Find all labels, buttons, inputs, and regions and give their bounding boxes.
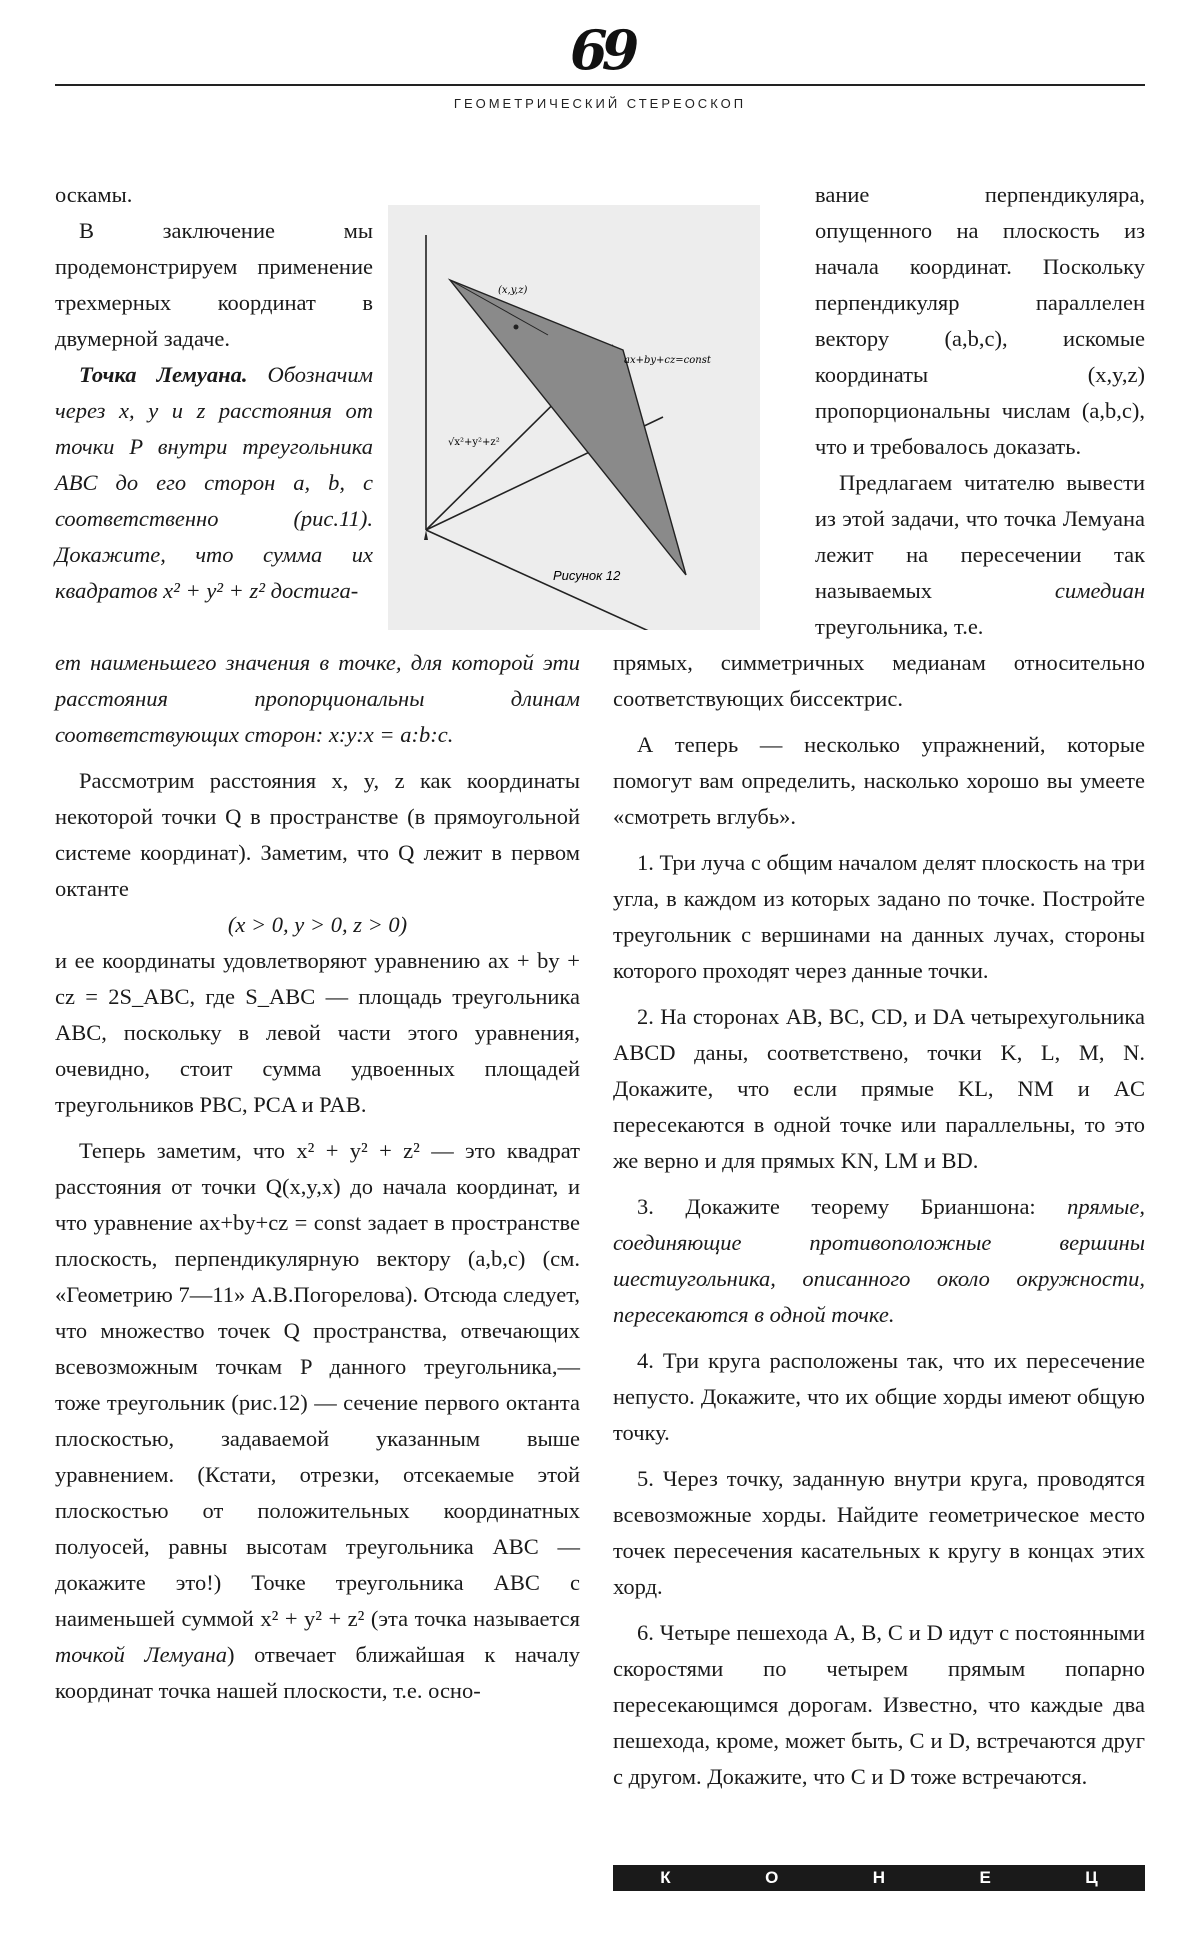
plane-label: ax+by+cz=const [624, 355, 711, 366]
paragraph: вание перпендикуляра, опущенного на плоскость из начала координат. Поскольку перпендикуляр параллелен вектору (a,b,c), искомые координаты (x,y,z) пропорциональны числам (a,b,c), что и требовалось доказать. [815, 182, 1145, 459]
text-run: 3. Докажите теорему Брианшона: [637, 1194, 1068, 1219]
point-label: (x,y,z) [498, 285, 528, 296]
figure-caption: Рисунок 12 [553, 568, 621, 583]
right-column-top [815, 177, 1145, 645]
page-number: 69 [570, 18, 634, 82]
figure-12 [388, 205, 760, 630]
paragraph: оскамы. [55, 182, 133, 207]
paragraph: Рассмотрим расстояния x, y, z как координаты некоторой точки Q в пространстве (в прямоугольной системе координат). Заметим, что Q лежит в первом октанте [55, 768, 580, 901]
term-symedian: симедиан [1054, 578, 1145, 603]
exercise-6: 6. Четыре пешехода A, B, C и D идут с постоянными скоростями по четырем прямым попарно пересекающимся дорогам. Известно, что каждые два пешехода, кроме, может быть, C и D, встречаются друг с другом. Докажите, что C и D тоже встречаются. [613, 1620, 1145, 1789]
point-q [514, 325, 519, 330]
paragraph: прямых, симметричных медианам относительно соответствующих биссектрис. [613, 650, 1145, 711]
text-run: ) отвечает ближайшая к началу координат точка нашей плоскости, т.е. осно- [55, 1642, 580, 1703]
triangle-section [450, 280, 686, 575]
paragraph: А теперь — несколько упражнений, которые помогут вам определить, насколько хорошо вы умеете «смотреть вглубь». [613, 732, 1145, 829]
theorem-statement: прямые, соединяющие противоположные вершины шестиугольника, описанного около окружности, пересекаются в одной точке. [613, 1194, 1145, 1327]
text-run: Теперь заметим, что x² + y² + z² — это квадрат расстояния от точки Q(x,y,x) до начала координат, и что уравнение ax+by+cz = const задает в пространстве плоскость, перпендикулярную вектору (a,b,c) (см. «Геометрию 7—11» А.В.Погорелова). Отсюда следует, что множество точек Q пространства, отвечающих всевозможным точкам P данного треугольника,— тоже треугольник (рис.12) — сечение первого октанта плоскостью, задаваемой указанным выше уравнением. (Кстати, отрезки, отсекаемые этой плоскостью от положительных координатных полуосей, равны высотам треугольника ABC — докажите это!) Точке треугольника ABC с наименьшей суммой x² + y² + z² (эта точка называется [55, 1138, 580, 1631]
term-lemoine-point: точкой Лемуана [55, 1642, 228, 1667]
end-letter: Е [979, 1868, 991, 1887]
end-letter: К [660, 1868, 671, 1887]
left-column-main [55, 645, 580, 1709]
end-bar [613, 1865, 1145, 1891]
end-letter: Ц [1085, 1868, 1098, 1887]
right-column-main [613, 645, 1145, 1795]
text-run: Предлагаем читателю вывести из этой задачи, что точка Лемуана лежит на пересечении так называемых [815, 470, 1145, 603]
paragraph [55, 357, 373, 609]
text-run: треугольника, т.е. [815, 614, 984, 639]
exercise-5: 5. Через точку, заданную внутри круга, проводятся всевозможные хорды. Найдите геометрическое место точек пересечения касательных к кругу в концах этих хорд. [613, 1466, 1145, 1599]
running-title: ГЕОМЕТРИЧЕСКИЙ СТЕРЕОСКОП [453, 96, 747, 111]
end-letter: О [765, 1868, 779, 1887]
paragraph [815, 465, 1145, 645]
left-column-top [55, 177, 373, 609]
end-letter: Н [872, 1868, 886, 1887]
exercise-2: 2. На сторонах AB, BC, CD, и DA четырехугольника ABCD даны, соответствено, точки K, L, M, N. Докажите, что если прямые KL, NM и AC пересекаются в одной точке или параллельны, то это же верно и для прямых KN, LM и BD. [613, 1004, 1145, 1173]
exercise-4: 4. Три круга расположены так, что их пересечение непусто. Докажите, что их общие хорды имеют общую точку. [613, 1348, 1145, 1445]
lemoine-heading: Точка Лемуана. [79, 362, 248, 387]
figure-12-drawing [388, 205, 760, 630]
paragraph: и ее координаты удовлетворяют уравнению ax + by + cz = 2S_ABC, где S_ABC — площадь треугольника ABC, поскольку в левой части этого уравнения, очевидно, стоит сумма удвоенных площадей треугольников PBC, PCA и PAB. [55, 948, 580, 1117]
problem-statement: Обозначим через x, y и z расстояния от точки P внутри треугольника ABC до его сторон a, b, c соответственно (рис.11). Докажите, что сумма их квадратов x² + y² + z² достига- [55, 362, 373, 603]
header-rule [55, 84, 1145, 86]
paragraph: ет наименьшего значения в точке, для которой эти расстояния пропорциональны длинам соответствующих сторон: x:y:x = a:b:c. [55, 650, 580, 747]
paragraph [55, 1133, 580, 1709]
exercise-1: 1. Три луча с общим началом делят плоскость на три угла, в каждом из которых задано по точке. Постройте треугольник с вершинами на данных лучах, стороны которого проходят через данные точки. [613, 850, 1145, 983]
formula: (x > 0, y > 0, z > 0) [227, 912, 408, 937]
distance-label: √x²+y²+z² [448, 437, 500, 448]
exercise-3 [613, 1189, 1145, 1333]
paragraph: В заключение мы продемонстрируем применение трехмерных координат в двумерной задаче. [55, 218, 373, 351]
